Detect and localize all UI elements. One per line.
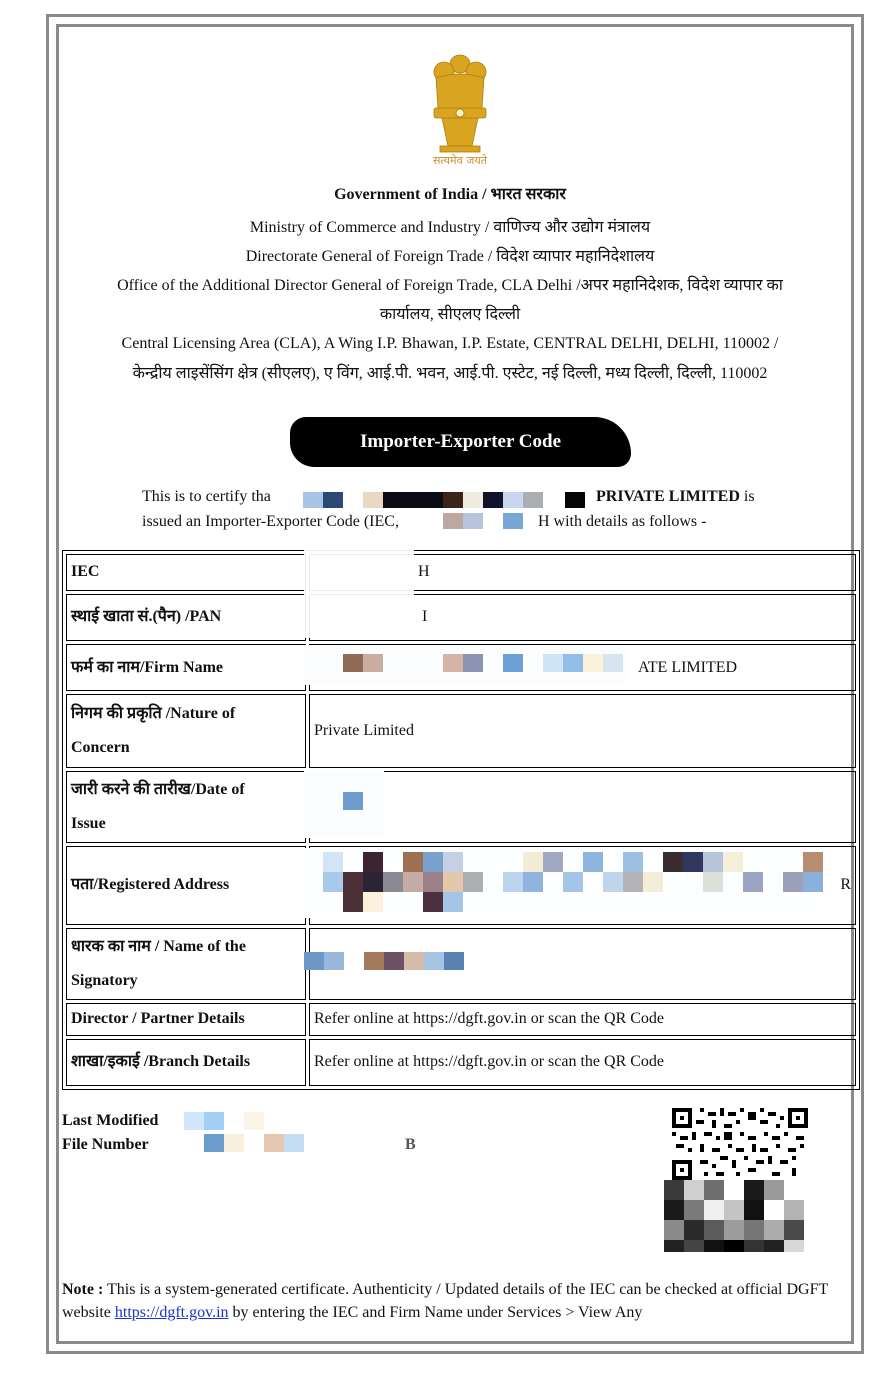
address-line-2: केन्द्रीय लाइसेंसिंग क्षेत्र (सीएलए), ए विंग, आई.पी. भवन, आई.पी. एस्टेट, नई दिल्ली, मध्य दिल्ली, दिल्ली, 110002 [132, 365, 768, 382]
government-heading: Government of India / भारत सरकार [334, 186, 566, 203]
date-label-line1: जारी करने की तारीख/Date of [71, 780, 245, 798]
firm-name-label: फर्म का नाम/Firm Name [66, 644, 306, 691]
file-number-tail: B [405, 1136, 416, 1153]
signatory-label-line1: धारक का नाम / Name of the [71, 938, 246, 956]
dgft-link[interactable]: https://dgft.gov.in [114, 1304, 229, 1321]
table-row [66, 1039, 856, 1086]
address-value: R [309, 846, 856, 926]
certify-line2-suffix-wrap [538, 512, 706, 532]
last-modified-label: Last Modified [62, 1112, 159, 1129]
branch-label: शाखा/इकाई /Branch Details [66, 1039, 306, 1086]
note-label: Note : [62, 1281, 104, 1298]
pan-label: स्थाई खाता सं.(पैन) /PAN [66, 594, 306, 641]
pan-value: I [309, 594, 856, 641]
certificate-title: Importer-Exporter Code [290, 417, 631, 467]
iec-value: H [309, 554, 856, 591]
certify-line-2 [142, 512, 399, 532]
signatory-label-line2: Signatory [71, 972, 138, 990]
date-value [309, 771, 856, 843]
signatory-label [66, 928, 306, 1000]
certify-line2-prefix: issued an Importer-Exporter Code (IEC, [142, 513, 399, 530]
iec-label: IEC [66, 554, 306, 591]
ministry-line: Ministry of Commerce and Industry / वाणिज्य और उद्योग मंत्रालय [249, 219, 651, 236]
iec-details-table [62, 550, 860, 1090]
table-row [66, 594, 856, 641]
nature-value: Private Limited [309, 694, 856, 768]
table-row [66, 554, 856, 591]
office-line-1: Office of the Additional Director General of Foreign Trade, CLA Delhi /अपर महानिदेशक, विदेश व्यापार का [117, 277, 783, 294]
address-label: पता/Registered Address [66, 846, 306, 926]
certify-prefix: This is to certify tha [142, 488, 271, 505]
note-text-1: This is a system-generated certificate. Authenticity / Updated details of the IEC can be checked at official DGFT website [62, 1281, 828, 1321]
certify-line-1 [142, 487, 271, 507]
qr-code-icon[interactable] [672, 1108, 808, 1180]
file-number-label: File Number [62, 1136, 149, 1153]
note-text-2: by entering the IEC and Firm Name under Services > View Any [228, 1304, 643, 1321]
ashoka-emblem-icon [420, 50, 500, 168]
branch-value: Refer online at https://dgft.gov.in or scan the QR Code [309, 1039, 856, 1086]
firm-name-value: ATE LIMITED [309, 644, 856, 691]
nature-label-line2: Concern [71, 738, 130, 756]
table-row [66, 1003, 856, 1036]
certify-firm-suffix: PRIVATE LIMITED [596, 488, 740, 505]
table-row [66, 694, 856, 768]
certify-suffix-wrap [596, 487, 755, 507]
address-line-1: Central Licensing Area (CLA), A Wing I.P. Bhawan, I.P. Estate, CENTRAL DELHI, DELHI, 110002 / [121, 335, 779, 352]
date-label-line2: Issue [71, 814, 106, 832]
director-label: Director / Partner Details [66, 1003, 306, 1036]
director-value: Refer online at https://dgft.gov.in or scan the QR Code [309, 1003, 856, 1036]
date-label [66, 771, 306, 843]
certify-line2-suffix: H with details as follows - [538, 513, 707, 530]
certify-end: is [739, 488, 755, 505]
nature-label-line1: निगम की प्रकृति /Nature of [71, 704, 236, 722]
office-line-2: कार्यालय, सीएलए दिल्ली [379, 306, 521, 323]
emblem-motto: सत्यमेव जयते [432, 154, 488, 167]
note-paragraph [62, 1278, 842, 1324]
directorate-line: Directorate General of Foreign Trade / विदेश व्यापार महानिदेशालय [245, 248, 655, 265]
nature-label [66, 694, 306, 768]
table-row [66, 771, 856, 843]
